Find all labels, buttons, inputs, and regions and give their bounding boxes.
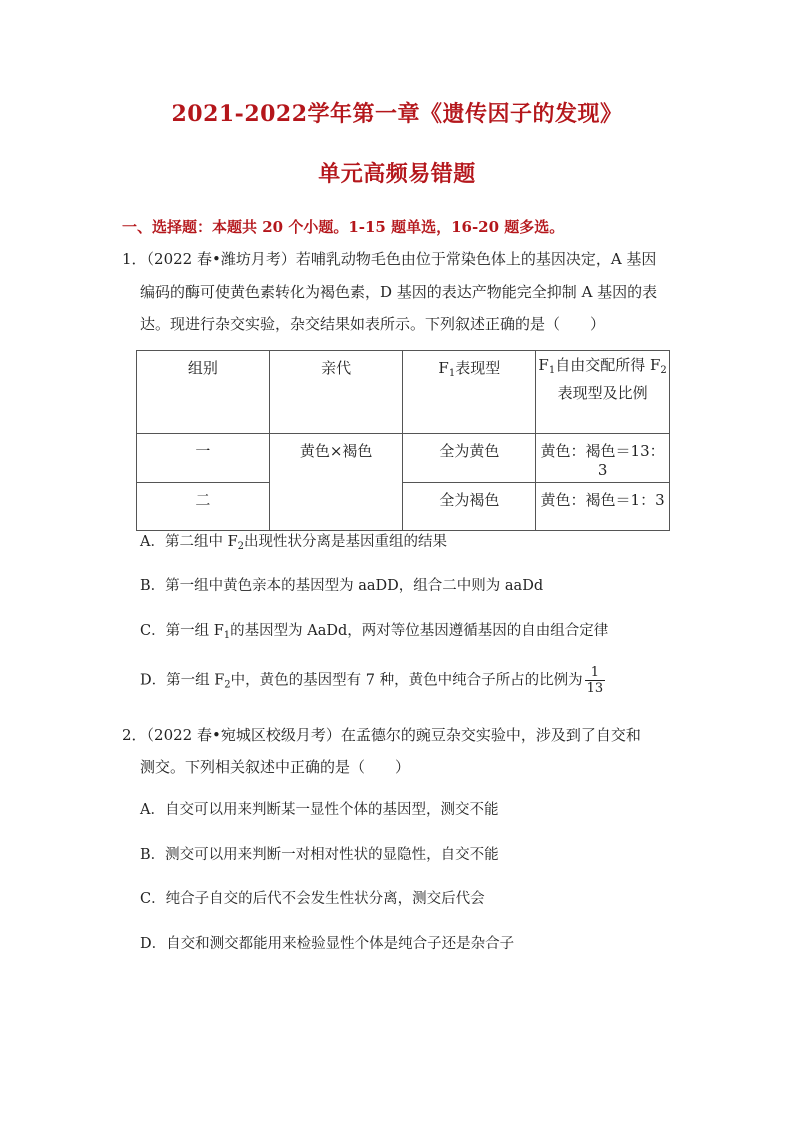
row1-f2: 黄色：褐色＝13：3 [536,434,670,483]
document-subtitle: 单元高频易错题 [318,161,476,187]
header-parent: 亲代 [269,351,403,434]
q2-option-a: A．自交可以用来判断某一显性个体的基因型，测交不能 [140,802,499,818]
q1-stem-line1: 1．（2022 春•潍坊月考）若哺乳动物毛色由位于常染色体上的基因决定，A 基因 [122,250,657,268]
section-heading: 一、选择题：本题共 20 个小题。1-15 题单选，16-20 题多选。 [122,218,565,236]
q1-option-a: A．第二组中 $F_2$出现性状分离是基因重组的结果 [140,534,448,552]
header-group: 组别 [137,351,270,434]
row1-group: 一 [137,434,270,483]
document-title: 2021-2022学年第一章《遗传因子的发现》 [171,101,623,127]
fraction: $\frac{1}{13}$ [586,665,604,696]
q2-option-d: D．自交和测交都能用来检验显性个体是纯合子还是杂合子 [140,936,515,952]
table-row [137,483,670,531]
row2-f1: 全为褐色 [403,483,536,531]
header-f1-phenotype: $F_1$表现型 [403,351,536,434]
q1-option-d: D．第一组 $F_2$中，黄色的基因型有 7 种，黄色中纯合子所占的比例为 $\frac{1}{13}$ [140,665,604,696]
row1-f1: 全为黄色 [403,434,536,483]
table-header-row [137,351,670,434]
q1-option-c: C．第一组 $F_1$的基因型为 AaDd，两对等位基因遵循基因的自由组合定律 [140,623,609,641]
q1-stem-line2: 编码的酶可使黄色素转化为褐色素，D 基因的表达产物能完全抑制 A 基因的表 [140,283,658,301]
q2-option-b: B．测交可以用来判断一对相对性状的显隐性，自交不能 [140,847,499,863]
parent-cell: 黄色×褐色 [269,434,403,531]
q2-stem-line1: 2．（2022 春•宛城区校级月考）在孟德尔的豌豆杂交实验中，涉及到了自交和 [122,726,641,744]
header-f2-ratio: $F_1$自由交配所得 $F_2$ 表现型及比例 [536,351,670,434]
q2-stem-line2: 测交。下列相关叙述中正确的是（ ） [140,758,411,776]
row2-f2: 黄色：褐色＝1：3 [536,483,670,531]
q1-option-b: B．第一组中黄色亲本的基因型为 aaDD，组合二中则为 aaDd [140,578,544,594]
q1-stem-line3: 达。现进行杂交实验，杂交结果如表所示。下列叙述正确的是（ ） [140,315,606,333]
table-row [137,434,670,483]
q2-option-c: C．纯合子自交的后代不会发生性状分离，测交后代会 [140,891,485,907]
q1-data-table [136,350,670,531]
row2-group: 二 [137,483,270,531]
